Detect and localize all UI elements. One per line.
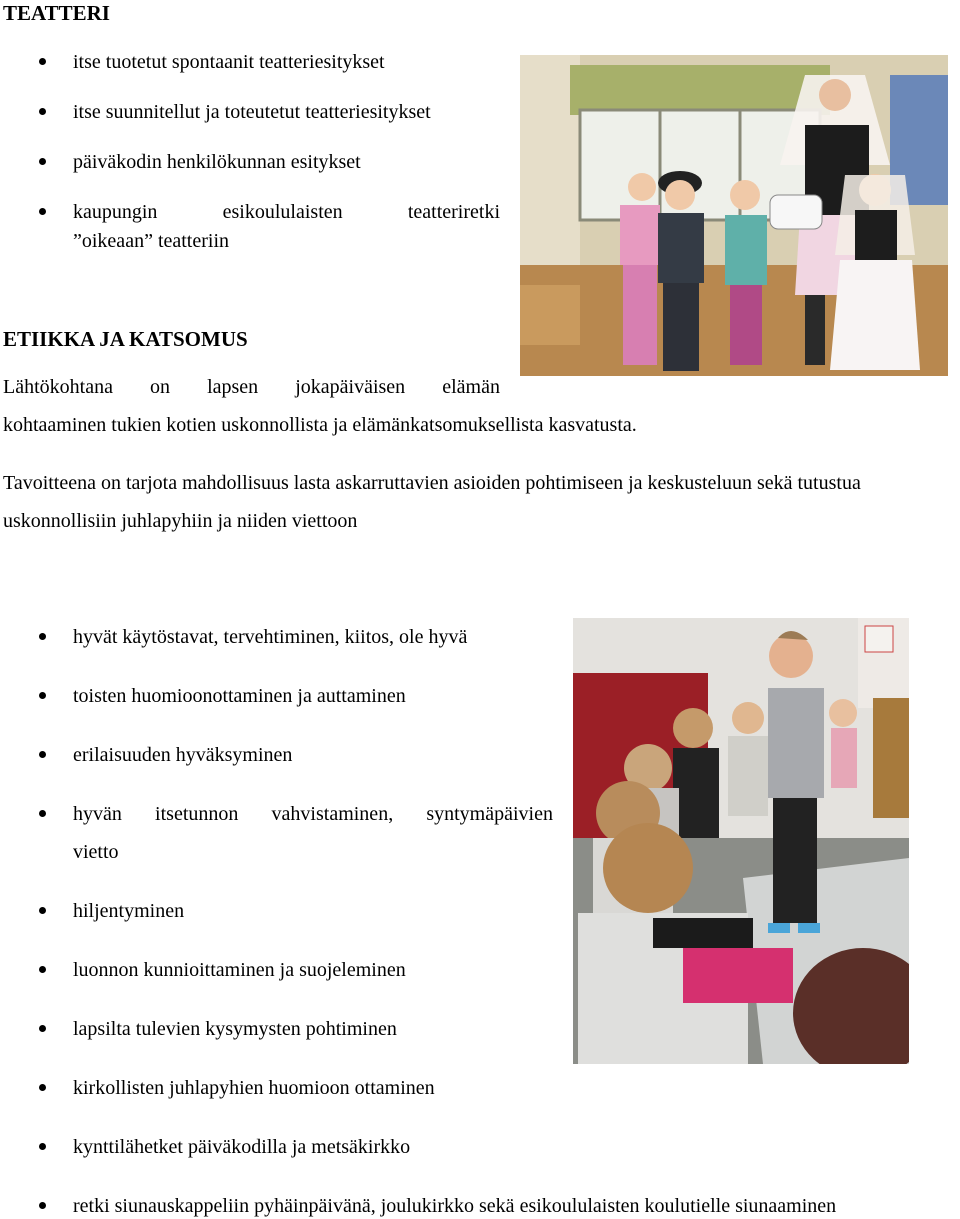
list-item-continuation: vietto — [73, 841, 119, 863]
intro-word: Lähtökohtana — [3, 376, 113, 398]
bullet-icon — [39, 907, 46, 914]
list-item: hyvät käytöstavat, tervehtiminen, kiitos, ole hyvä — [73, 626, 468, 648]
bullet-icon — [39, 1202, 46, 1209]
list-item-word: vahvistaminen, — [271, 803, 394, 825]
list-item: hiljentyminen — [73, 900, 185, 922]
intro-word: jokapäiväisen — [295, 376, 406, 398]
section-heading-teatteri: TEATTERI — [3, 1, 110, 25]
intro-paragraph-line: kohtaaminen tukien kotien uskonnollista ja elämänkatsomuksellista kasvatusta. — [3, 414, 637, 436]
list-item: toisten huomioonottaminen ja auttaminen — [73, 685, 406, 707]
theatre-photo — [520, 55, 948, 376]
list-item-word: hyvän — [73, 803, 122, 825]
bullet-icon — [39, 108, 46, 115]
goal-paragraph-line: Tavoitteena on tarjota mahdollisuus lasta askarruttavien asioiden pohtimiseen ja keskusteluun sekä tutustua — [3, 472, 861, 494]
list-item: lapsilta tulevien kysymysten pohtiminen — [73, 1018, 397, 1040]
list-item: erilaisuuden hyväksyminen — [73, 744, 293, 766]
list-item-word: syntymäpäivien — [426, 803, 553, 825]
intro-word: elämän — [442, 376, 500, 398]
list-item-word: itsetunnon — [155, 803, 239, 825]
list-item-word: teatteriretki — [407, 201, 500, 223]
list-item-word: esikoululaisten — [222, 201, 343, 223]
bullet-icon — [39, 966, 46, 973]
goal-paragraph-line: uskonnollisiin juhlapyhiin ja niiden viettoon — [3, 510, 358, 532]
list-item: kynttilähetket päiväkodilla ja metsäkirkko — [73, 1136, 411, 1158]
list-item-word: kaupungin — [73, 201, 158, 223]
list-item-continuation: ”oikeaan” teatteriin — [73, 230, 230, 252]
list-item: itse tuotetut spontaanit teatteriesitykset — [73, 51, 385, 73]
list-item — [73, 804, 553, 824]
bullet-icon — [39, 1084, 46, 1091]
list-item: kirkollisten juhlapyhien huomioon ottaminen — [73, 1077, 435, 1099]
list-item — [73, 202, 500, 222]
children-photo — [573, 618, 909, 1064]
bullet-icon — [39, 158, 46, 165]
theatre-photo-image — [520, 55, 948, 376]
intro-paragraph-line — [3, 377, 500, 397]
section-heading-etiikka: ETIIKKA JA KATSOMUS — [3, 327, 248, 351]
bullet-icon — [39, 1143, 46, 1150]
intro-word: lapsen — [207, 376, 259, 398]
intro-word: on — [150, 376, 171, 398]
bullet-icon — [39, 1025, 46, 1032]
bullet-icon — [39, 751, 46, 758]
children-photo-image — [573, 618, 909, 1064]
list-item: retki siunauskappeliin pyhäinpäivänä, joulukirkko sekä esikoululaisten koulutielle siunaaminen — [73, 1195, 837, 1217]
list-item: itse suunnitellut ja toteutetut teatteriesitykset — [73, 101, 431, 123]
bullet-icon — [39, 810, 46, 817]
bullet-icon — [39, 633, 46, 640]
bullet-icon — [39, 208, 46, 215]
list-item: päiväkodin henkilökunnan esitykset — [73, 151, 361, 173]
bullet-icon — [39, 58, 46, 65]
list-item: luonnon kunnioittaminen ja suojeleminen — [73, 959, 406, 981]
bullet-icon — [39, 692, 46, 699]
